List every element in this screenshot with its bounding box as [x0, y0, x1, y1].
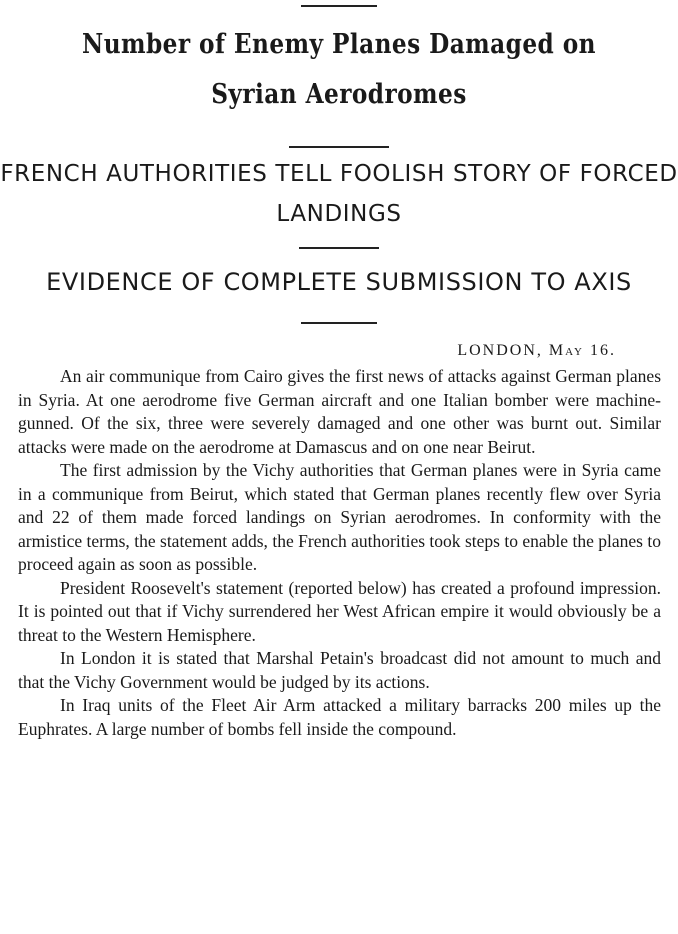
article-paragraph: The first admission by the Vichy authorities that German planes were in Syria came in a communique from Beirut, which stated that German planes recently flew over Syria and 22 of them made forced landings on Syrian aerodromes. In conformity with the armistice terms, the statement adds, the French authorities took steps to enable the planes to proceed again as soon as possible. [18, 460, 661, 574]
divider-rule [289, 146, 389, 148]
top-divider-rule [301, 5, 377, 7]
article-paragraph: President Roosevelt's statement (reported below) has created a profound impression. It is pointed out that if Vichy surrendered her West African empire it would obviously be a threat to the Western Hemisphere. [18, 577, 661, 645]
main-headline: Number of Enemy Planes Damaged on Syrian Aerodromes [82, 29, 596, 110]
article-paragraph: An air communique from Cairo gives the first news of attacks against German planes in Syria. At one aerodrome five German aircraft and one Italian bomber were machine-gunned. Of the six, three were severely damaged and one other was burnt out. Similar attacks were made on the aerodrome at Damascus and on one near Beirut. [18, 366, 661, 457]
divider-rule [299, 247, 379, 249]
divider-rule [301, 322, 377, 324]
dateline: LONDON, May 16. [457, 342, 616, 359]
subheadline-forced-landings: FRENCH AUTHORITIES TELL FOOLISH STORY OF FORCED LANDINGS [0, 161, 678, 227]
subheadline-submission: EVIDENCE OF COMPLETE SUBMISSION TO AXIS [46, 268, 632, 296]
article-paragraph: In London it is stated that Marshal Petain's broadcast did not amount to much and that the Vichy Government would be judged by its actions. [18, 648, 661, 692]
article-body [18, 365, 661, 741]
article-paragraph: In Iraq units of the Fleet Air Arm attacked a military barracks 200 miles up the Euphrates. A large number of bombs fell inside the compound. [18, 695, 661, 739]
